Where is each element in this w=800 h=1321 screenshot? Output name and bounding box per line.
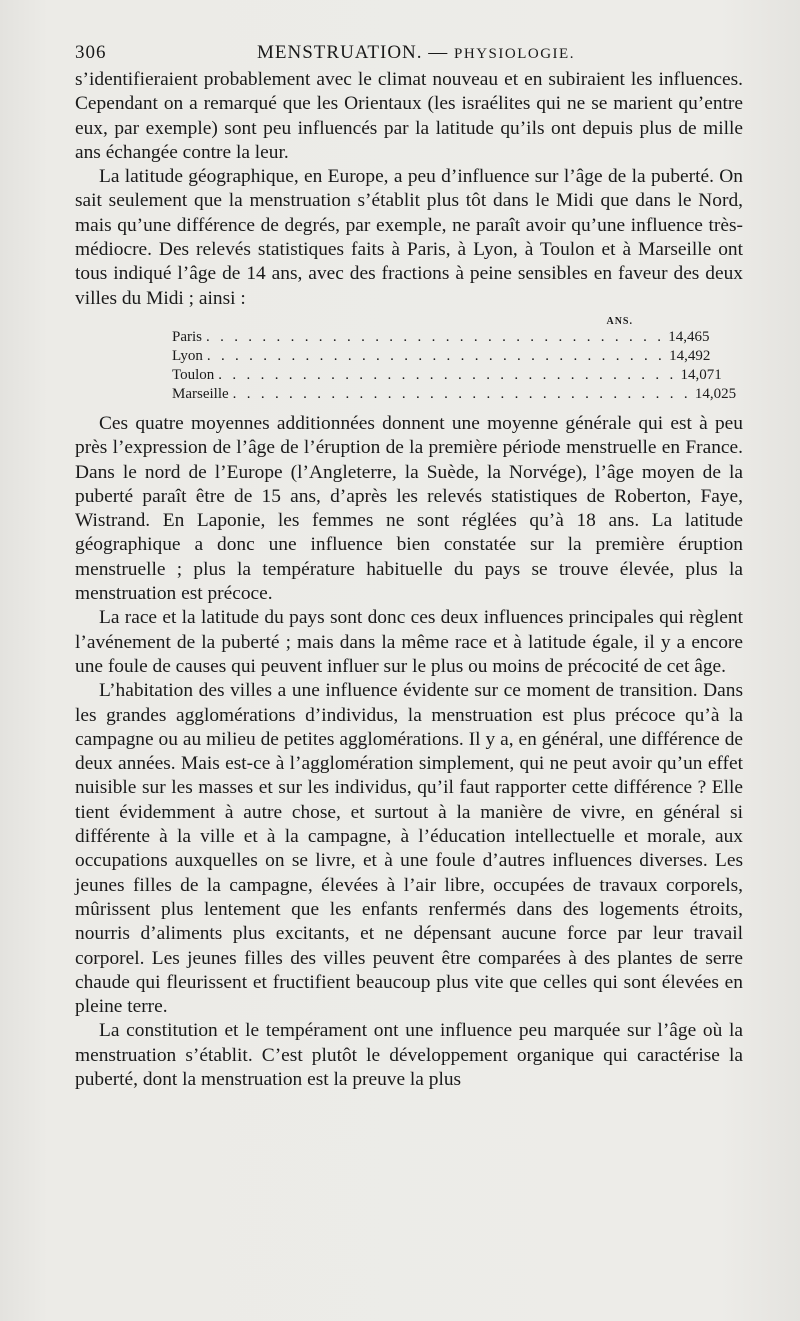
paragraph-cities: L’habitation des villes a une influence évidente sur ce moment de transition. Dans les grandes agglomérations d’individus, la menstruation est plus précoce qu’à la campagne ou au milieu de petites agglomérations. Il y a, en général, une différence de deux années. Mais est-ce à l’agglomération simplement, qui ne peut avoir qu’un effet nuisible sur les masses et sur les individus, qu’il faut rapporter cette différence ? Elle tient évidemment à autre chose, et surtout à la manière de vivre, en général si différente à la ville et à la campagne, à l’éducation intellectuelle et morale, aux occupations auxquelles on se livre, et à une foule d’autres influences diverses. Les jeunes filles de la campagne, élevées à l’air libre, occupées de travaux corporels, mûrissent plus lentement que les enfants renfermés dans des logements étroits, nourris d’aliments plus excitants, et ne dépensant aucune force par leur travail corporel. Les jeunes filles des villes peuvent être comparées à des plantes de serre chaude qui fleurissent et fructifient beaucoup plus vite que celles qui sont élevées en pleine terre. <box>75 680 743 1018</box>
table-row <box>172 366 722 385</box>
paragraph-constitution: La constitution et le tempérament ont une influence peu marquée sur l’âge où la menstruation s’établit. C’est plutôt le développement organique qui caractérise la puberté, dont la menstruation est la preuve la plus <box>75 1020 743 1090</box>
table-row <box>172 328 710 347</box>
table-value: 14,025 <box>694 385 737 402</box>
table-leader: . . . . . . . . . . . . . . . . . . . . . . . . . . . . . . . . . <box>218 366 677 383</box>
running-title-main: MENSTRUATION. <box>257 42 423 63</box>
table-city: Toulon <box>172 366 215 383</box>
table-leader: . . . . . . . . . . . . . . . . . . . . . . . . . . . . . . . . . <box>206 347 666 364</box>
table-value: 14,465 <box>668 328 710 345</box>
table-leader: . . . . . . . . . . . . . . . . . . . . . . . . . . . . . . . . . <box>206 328 665 345</box>
table-row <box>172 385 737 404</box>
running-title-separator: — <box>428 42 449 63</box>
table-city: Paris <box>172 328 202 345</box>
table-city: Lyon <box>172 347 203 364</box>
table-leader: . . . . . . . . . . . . . . . . . . . . . . . . . . . . . . . . . <box>232 385 691 402</box>
age-table <box>75 315 737 404</box>
table-value: 14,492 <box>669 347 711 364</box>
table-value: 14,071 <box>680 366 722 383</box>
page-number: 306 <box>75 42 107 63</box>
table-header: ANS. <box>606 315 633 327</box>
table-city: Marseille <box>172 385 229 402</box>
paragraph-race: La race et la latitude du pays sont donc ces deux influences principales qui règlent l’avénement de la puberté ; mais dans la même race et à latitude égale, il y a encore une foule de causes qui peuvent influer sur le plus ou moins de précocité de cet âge. <box>75 607 743 677</box>
running-title-section: PHYSIOLOGIE. <box>454 46 575 62</box>
paragraph-continuation: s’identifieraient probablement avec le climat nouveau et en subiraient les influences. Cependant on a remarqué que les Orientaux (les israélites qui ne se marient qu’entre eux, par exemple) sont peu influencés par la latitude qu’ils ont depuis plus de mille ans échangée contre la leur. <box>75 69 743 163</box>
running-title <box>257 38 575 69</box>
paragraph-averages: Ces quatre moyennes additionnées donnent une moyenne générale qui est à peu près l’expression de l’âge de l’éruption de la première période menstruelle en France. Dans le nord de l’Europe (l’Angleterre, la Suède, la Norvége), l’âge moyen de la puberté paraît être de 15 ans, d’après les relevés statistiques de Roberton, Faye, Wistrand. En Laponie, les femmes ne sont réglées qu’à 18 ans. La latitude géographique a donc une influence bien constatée sur la première éruption menstruelle ; plus la température habituelle du pays se trouve élevée, plus la menstruation est précoce. <box>75 412 743 605</box>
paragraph-latitude: La latitude géographique, en Europe, a peu d’influence sur l’âge de la puberté. On sait seulement que la menstruation s’établit plus tôt dans le Midi que dans le Nord, mais qu’une différence de degrés, par exemple, ne paraît avoir qu’une influence très-médiocre. Des relevés statistiques faits à Paris, à Lyon, à Toulon et à Marseille ont tous indiqué l’âge de 14 ans, avec des fractions à peine sensibles en faveur des deux villes du Midi ; ainsi : <box>75 166 743 309</box>
table-row <box>172 347 711 366</box>
running-head <box>75 38 743 68</box>
text-block <box>75 38 743 1092</box>
